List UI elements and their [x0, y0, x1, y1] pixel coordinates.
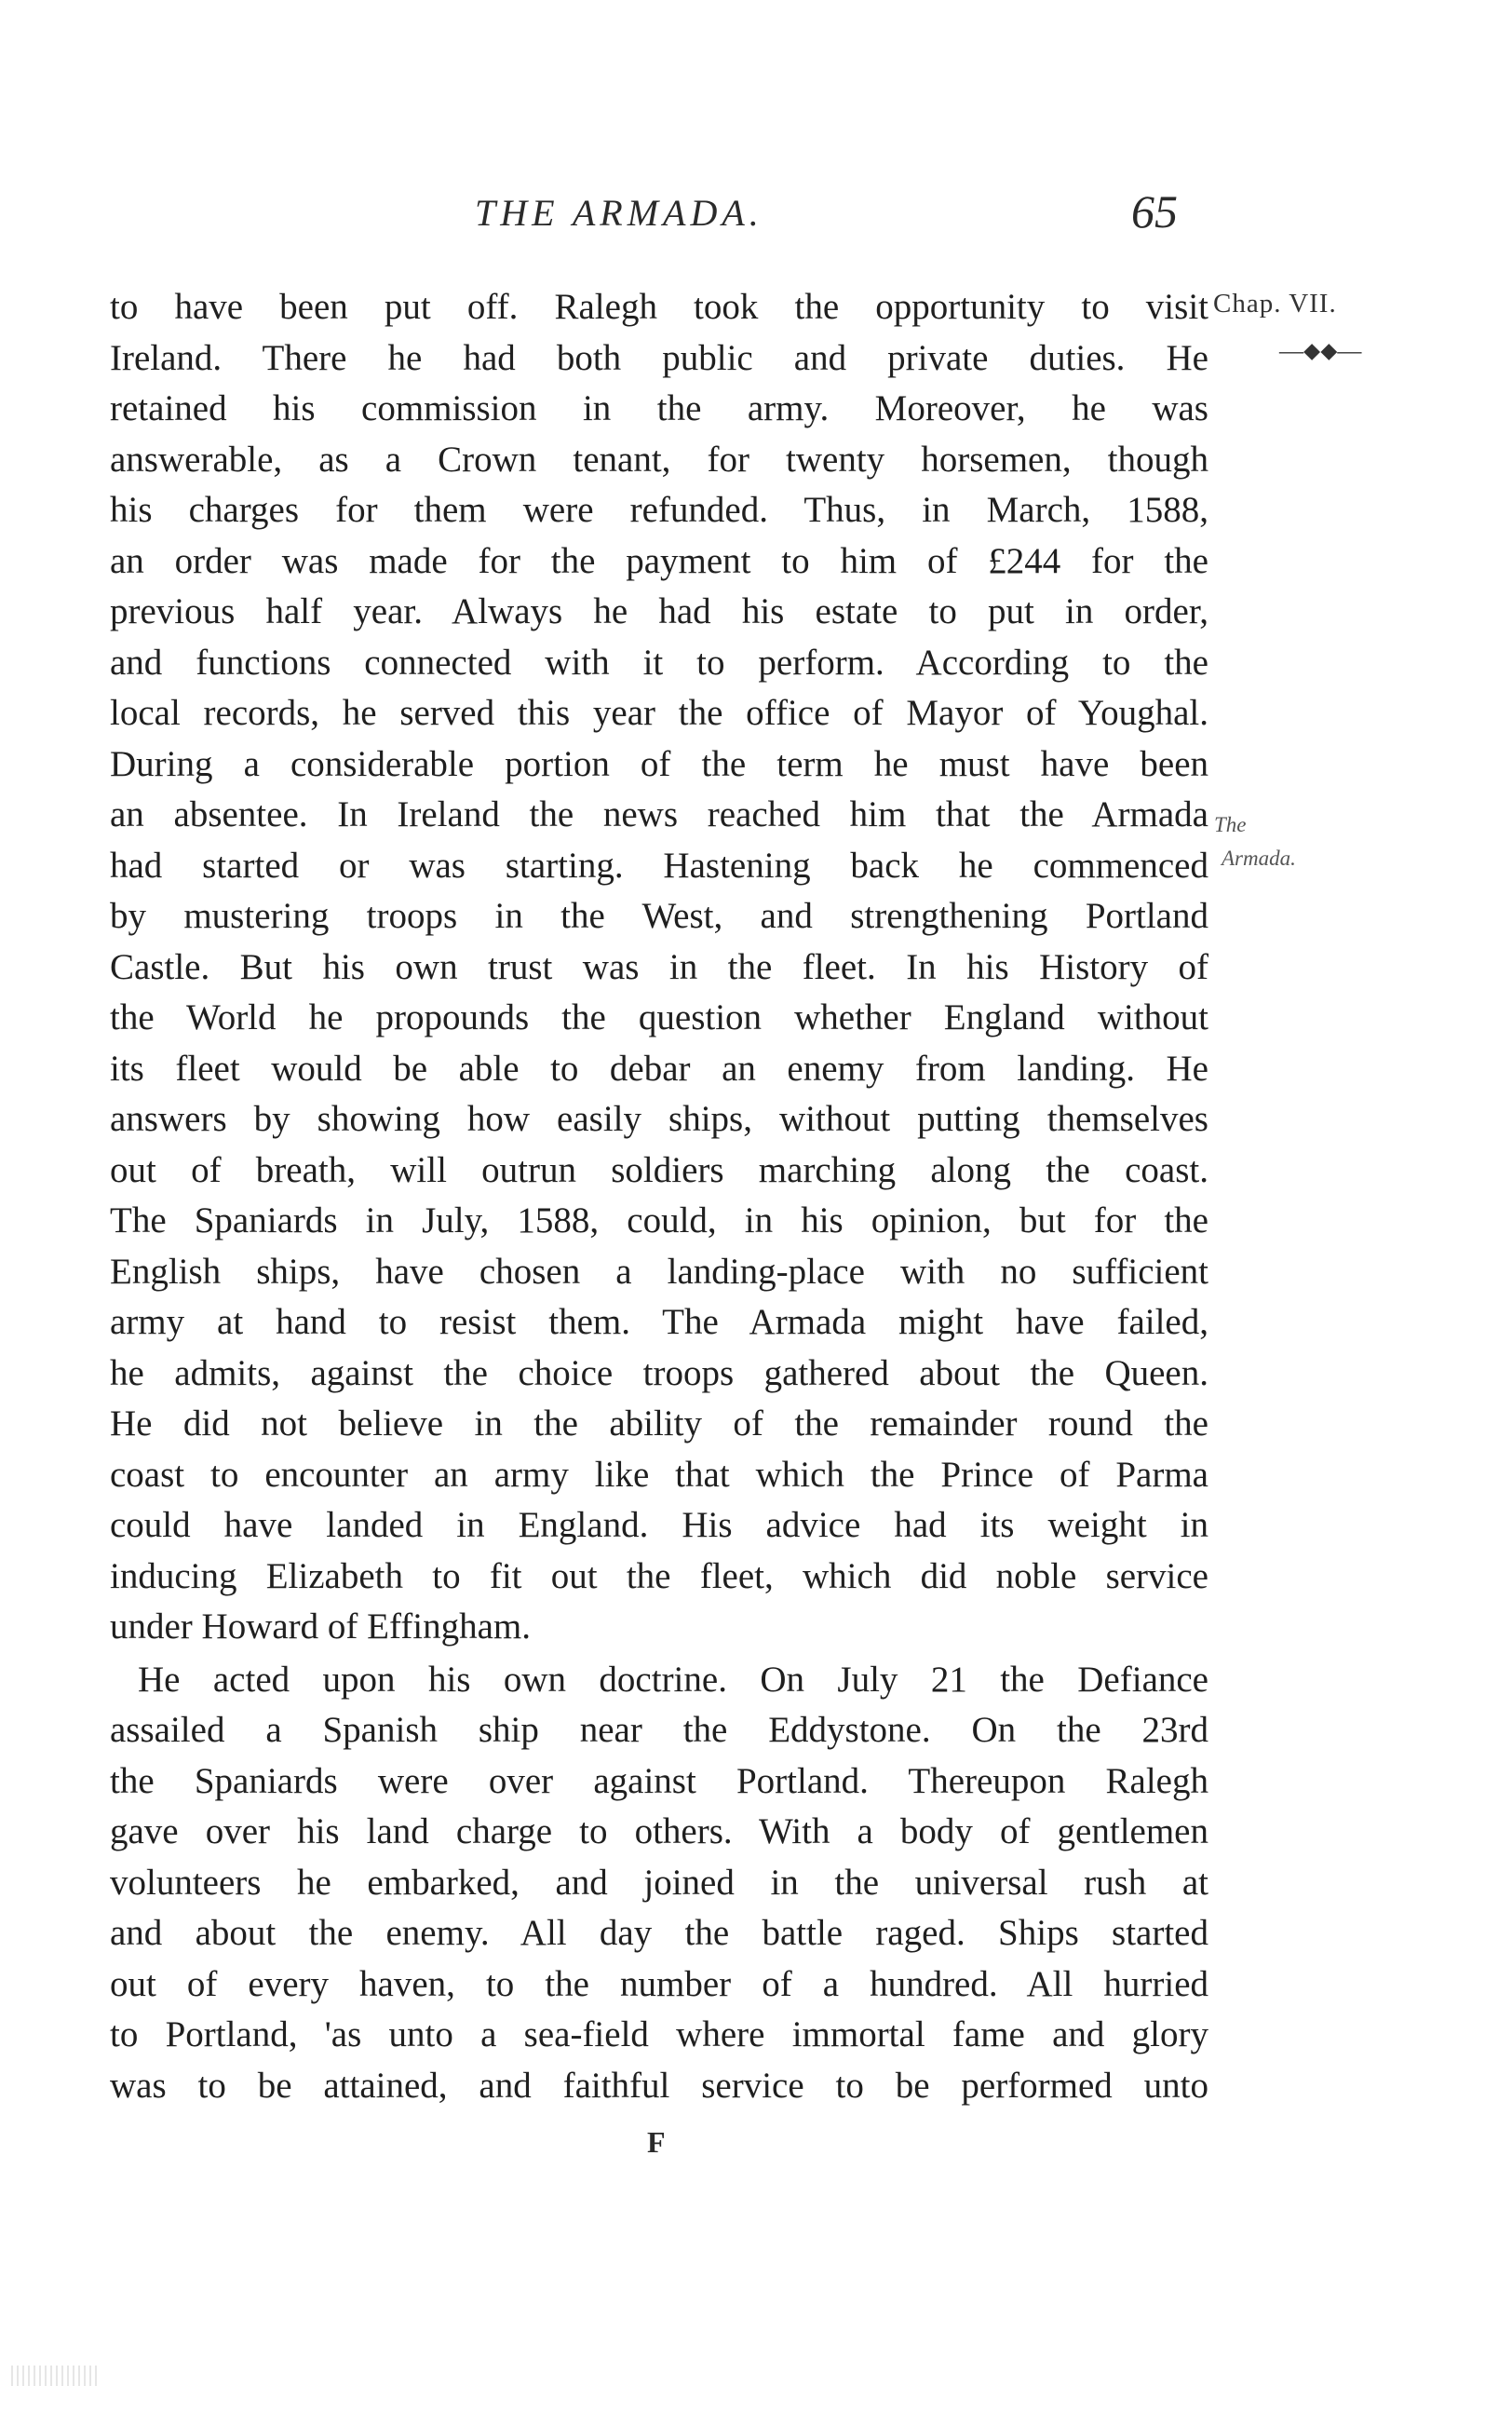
text-line: had started or was starting. Hastening back he commenced	[110, 845, 1208, 886]
text-line: out of every haven, to the number of a hundred. All hurried	[110, 1963, 1208, 2004]
text-line: Castle. But his own trust was in the fleet. In his History of	[110, 946, 1208, 987]
text-line: its fleet would be able to debar an enemy from landing. He	[110, 1048, 1208, 1089]
text-line: volunteers he embarked, and joined in the universal rush at	[110, 1862, 1208, 1903]
text-line: assailed a Spanish ship near the Eddystone. On the 23rd	[110, 1710, 1208, 1750]
page-number: 65	[1131, 185, 1178, 237]
text-line: gave over his land charge to others. With a body of gentlemen	[110, 1811, 1208, 1851]
signature-mark: F	[647, 2125, 666, 2159]
sidenote-line: The	[1214, 813, 1247, 836]
text-line: answerable, as a Crown tenant, for twenty horsemen, though	[110, 439, 1208, 480]
marginal-sidenote	[1214, 808, 1296, 875]
text-line: out of breath, will outrun soldiers marching along the coast.	[110, 1149, 1208, 1190]
text-line: was to be attained, and faithful service to be performed unto	[110, 2065, 1208, 2106]
text-line: local records, he served this year the office of Mayor of Youghal.	[110, 693, 1208, 733]
text-line: retained his commission in the army. Moreover, he was	[110, 388, 1208, 428]
text-line: English ships, have chosen a landing-place with no sufficient	[110, 1251, 1208, 1292]
text-line: and about the enemy. All day the battle raged. Ships started	[110, 1913, 1208, 1953]
text-line: army at hand to resist them. The Armada might have failed,	[110, 1302, 1208, 1342]
running-title: THE ARMADA.	[475, 192, 763, 234]
text-line: During a considerable portion of the term he must have been	[110, 743, 1208, 784]
chapter-ornament: —⬥⬥—	[1279, 337, 1362, 364]
text-line: by mustering troops in the West, and strengthening Portland	[110, 896, 1208, 936]
text-line: he admits, against the choice troops gathered about the Queen.	[110, 1352, 1208, 1393]
text-line: the Spaniards were over against Portland. Thereupon Ralegh	[110, 1760, 1208, 1801]
text-line: and functions connected with it to perform. According to the	[110, 642, 1208, 683]
text-line: under Howard of Effingham.	[110, 1606, 531, 1647]
text-line: Ireland. There he had both public and private duties. He	[110, 337, 1208, 378]
text-line: could have landed in England. His advice had its weight in	[110, 1505, 1208, 1545]
text-line: to have been put off. Ralegh took the opportunity to visit	[110, 287, 1208, 327]
chapter-marginal-label: Chap. VII.	[1213, 289, 1337, 319]
text-line: answers by showing how easily ships, without putting themselves	[110, 1099, 1208, 1139]
text-line: an absentee. In Ireland the news reached him that the Armada	[110, 794, 1208, 834]
sidenote-line: Armada.	[1222, 847, 1296, 870]
text-line: his charges for them were refunded. Thus, in March, 1588,	[110, 490, 1208, 530]
text-line: He did not believe in the ability of the remainder round the	[110, 1403, 1208, 1444]
text-line: an order was made for the payment to him of £244 for the	[110, 540, 1208, 581]
text-line: to Portland, 'as unto a sea-field where immortal fame and glory	[110, 2014, 1208, 2054]
scan-edge-speck	[11, 2366, 100, 2386]
text-line: inducing Elizabeth to fit out the fleet, which did noble service	[110, 1555, 1208, 1596]
text-line: previous half year. Always he had his estate to put in order,	[110, 591, 1208, 631]
text-line: The Spaniards in July, 1588, could, in his opinion, but for the	[110, 1200, 1208, 1240]
text-line: the World he propounds the question whether England without	[110, 997, 1208, 1037]
body-text	[110, 282, 1208, 2111]
text-line: He acted upon his own doctrine. On July 21 the Defiance	[138, 1659, 1208, 1700]
text-line: coast to encounter an army like that which the Prince of Parma	[110, 1454, 1208, 1495]
